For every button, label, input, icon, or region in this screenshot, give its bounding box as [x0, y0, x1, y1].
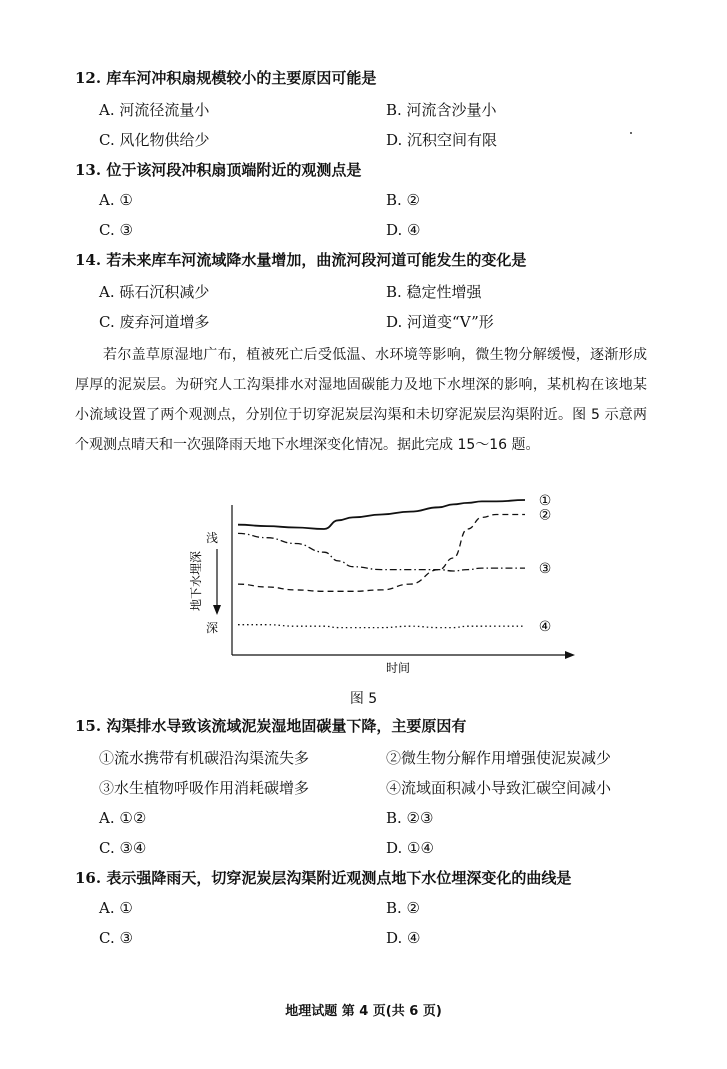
question-16-option-a: A. ①	[99, 899, 133, 917]
series-line-4	[238, 625, 525, 628]
reading-passage	[75, 340, 647, 460]
y-top-label: 浅	[205, 531, 219, 545]
question-13-stem: 13. 位于该河段冲积扇顶端附近的观测点是	[75, 161, 362, 179]
question-12-option-b: B. 河流含沙量小	[386, 101, 497, 119]
question-12-option-d: D. 沉积空间有限	[386, 131, 498, 149]
question-13-option-b: B. ②	[386, 191, 421, 209]
x-axis-label: 时间	[385, 661, 411, 675]
scan-speck	[630, 132, 632, 134]
y-direction-arrow-icon	[213, 605, 221, 615]
figure-caption: 图 5	[349, 691, 378, 707]
question-15-item-2: ②微生物分解作用增强使泥炭减少	[386, 749, 612, 767]
question-14-option-c: C. 废弃河道增多	[99, 313, 210, 331]
question-13-option-a: A. ①	[99, 191, 133, 209]
series-line-3	[238, 533, 525, 571]
question-12-option-c: C. 风化物供给少	[99, 131, 210, 149]
passage-text: 若尔盖草原湿地广布，植被死亡后受低温、水环境等影响，微生物分解缓慢，逐渐形成厚厚的泥炭层。为研究人工沟渠排水对湿地固碳能力及地下水埋深的影响，某机构在该地某小流域设置了两个观测点，分别位于切穿泥炭层沟渠和未切穿泥炭层沟渠附近。图 5 示意两个观测点晴天和一次强降雨天地下水埋深变化情况。据此完成 15～16 题。	[75, 347, 647, 453]
question-14-option-d: D. 河道变“V”形	[386, 313, 494, 331]
series-label-2: ②	[538, 507, 552, 524]
question-14-option-a: A. 砾石沉积减少	[99, 283, 210, 301]
question-15-item-1: ①流水携带有机碳沿沟渠流失多	[99, 749, 310, 767]
series-line-1	[238, 500, 525, 529]
question-12-stem: 12. 库车河冲积扇规模较小的主要原因可能是	[75, 69, 377, 87]
series-label-4: ④	[538, 619, 552, 636]
question-16-option-d: D. ④	[386, 929, 421, 947]
x-axis-arrow-icon	[565, 651, 575, 659]
question-15-option-b: B. ②③	[386, 809, 434, 827]
y-axis-label: 地下水埋深	[189, 550, 203, 612]
question-15-option-c: C. ③④	[99, 839, 147, 857]
groundwater-depth-chart	[180, 485, 580, 680]
question-15-option-d: D. ①④	[386, 839, 434, 857]
series-label-1: ①	[538, 493, 552, 509]
series-label-3: ③	[538, 561, 552, 578]
question-14-stem: 14. 若未来库车河流域降水量增加，曲流河段河道可能发生的变化是	[75, 251, 527, 269]
question-15-item-3: ③水生植物呼吸作用消耗碳增多	[99, 779, 310, 797]
page-footer: 地理试题 第 4 页(共 6 页)	[285, 1004, 442, 1019]
question-14-option-b: B. 稳定性增强	[386, 283, 482, 301]
question-15-item-4: ④流域面积减小导致汇碳空间减小	[386, 779, 612, 797]
series-layer	[238, 493, 551, 635]
question-12-option-a: A. 河流径流量小	[99, 101, 210, 119]
y-bottom-label: 深	[205, 621, 219, 635]
question-13-option-d: D. ④	[386, 221, 421, 239]
question-16-option-b: B. ②	[386, 899, 421, 917]
question-13-option-c: C. ③	[99, 221, 133, 239]
question-15-stem: 15. 沟渠排水导致该流域泥炭湿地固碳量下降，主要原因有	[75, 717, 467, 735]
question-15-option-a: A. ①②	[99, 809, 147, 827]
question-16-stem: 16. 表示强降雨天，切穿泥炭层沟渠附近观测点地下水位埋深变化的曲线是	[75, 869, 572, 887]
question-16-option-c: C. ③	[99, 929, 133, 947]
